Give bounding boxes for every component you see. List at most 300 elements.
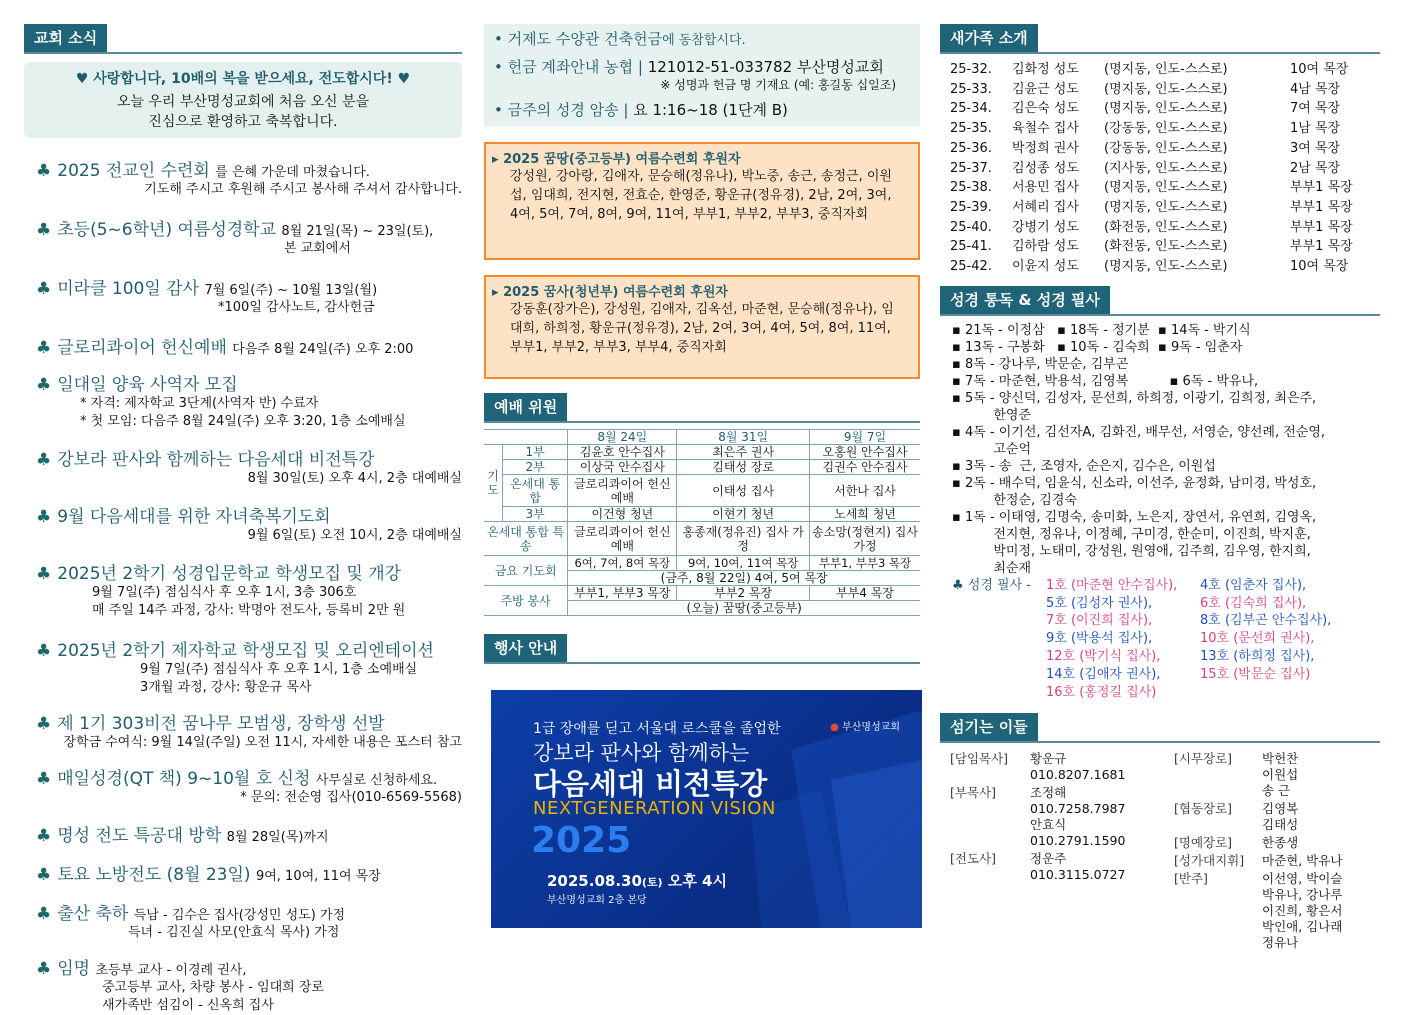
bible-copy-list <box>952 577 1380 702</box>
new-family-cell: (화전동, 인도-스스로) <box>1104 239 1228 255</box>
club-icon: ♣ <box>36 375 52 395</box>
staff-header <box>940 713 1380 743</box>
staff-names <box>1030 751 1125 783</box>
news-sub: 중고등부 교사, 차량 봉사 - 임대희 장로 <box>102 980 324 995</box>
news-title: 일대일 양육 사역자 모집 <box>57 375 238 395</box>
news-sub: * 문의: 전순영 집사(010-6569-5568) <box>240 790 462 805</box>
news-heading <box>36 764 462 789</box>
staff-role: [성가대지휘] <box>1174 853 1245 869</box>
new-family-cell: 2남 목장 <box>1290 160 1341 176</box>
new-family-cell: (화전동, 인도-스스로) <box>1104 219 1228 235</box>
new-family-cell: 김윤근 성도 <box>1012 81 1079 97</box>
info-line: • 금주의 성경 암송 | 요 1:16~18 (1단계 B) <box>494 101 788 119</box>
news-heading <box>36 954 462 979</box>
news-item <box>36 370 462 431</box>
staff-names <box>1262 801 1298 833</box>
new-family-cell: 25-38. <box>950 180 992 196</box>
table-row <box>950 178 1380 198</box>
worship-header <box>484 393 920 423</box>
staff-right <box>1174 751 1342 953</box>
new-family-cell: (강동동, 인도-스스로) <box>1104 140 1228 156</box>
staff-block <box>1174 801 1342 833</box>
table-cell: 부부1, 부부3 목장 <box>810 556 920 571</box>
list-item: 6호 (김숙희 집사), <box>1200 595 1307 611</box>
info-verse: 요 1:16~18 (1단계 B) <box>633 101 788 119</box>
new-family-cell: 25-35. <box>950 121 992 137</box>
sponsor-list: 강동훈(장가은), 강성원, 김애자, 김옥선, 마준현, 문승해(정유나), 임대희, 하희정, 황운규(정유경), 2남, 2여, 3여, 4여, 5여, 8여, 11여, 부부1, 부부2, 부부3, 부부4, 중직자회 <box>510 302 894 355</box>
new-family-cell: 25-42. <box>950 259 992 275</box>
club-icon: ♣ <box>36 450 52 470</box>
news-heading <box>36 333 462 358</box>
welcome-box <box>24 62 462 138</box>
club-icon: ♣ <box>36 865 52 885</box>
sponsor-title: ▸ 2025 꿈땅(중고등부) 여름수련회 후원자 <box>492 152 741 167</box>
info-building: 거제도 수양관 건축헌금 <box>507 30 663 48</box>
news-title: 2025 전교인 수련회 <box>57 161 210 181</box>
staff-name: 박인애, 김나래 <box>1262 919 1343 935</box>
staff-block <box>950 785 1174 849</box>
table-row <box>950 139 1380 159</box>
news-heading <box>36 370 462 395</box>
poster-date: 2025.08.30 <box>547 872 642 890</box>
list-item: 4호 (임춘자 집사), <box>1200 577 1307 593</box>
table-cell: 노세희 청년 <box>810 507 920 522</box>
new-family-cell: 10여 목장 <box>1290 259 1349 275</box>
new-family-cell: (강동동, 인도-스스로) <box>1104 121 1228 137</box>
staff-name: 010.3115.0727 <box>1030 867 1126 883</box>
news-heading <box>36 274 462 299</box>
news-item <box>36 274 462 317</box>
table-cell: (오늘) 꿈땅(중고등부) <box>568 601 920 616</box>
list-item: 한정순, 김경숙 <box>952 492 1077 508</box>
new-family-cell: 김화정 성도 <box>1012 62 1079 77</box>
poster-subtitle: 1급 장애를 딛고 서울대 로스쿨을 졸업한 <box>533 721 781 737</box>
news-heading <box>36 559 462 584</box>
poster-title: 다음세대 비전특강 <box>533 767 768 801</box>
worship-table <box>484 429 920 616</box>
list-item: ▪ 1독 - 이태영, 김명숙, 송미화, 노은지, 장연서, 유연희, 김영옥, <box>952 509 1317 525</box>
list-item: 9호 (박용석 집사), <box>1046 631 1153 647</box>
staff-block <box>1174 853 1342 869</box>
staff-list <box>950 751 1380 953</box>
news-item <box>36 709 462 752</box>
new-family-cell: 강병기 성도 <box>1012 219 1079 235</box>
news-heading <box>36 709 462 734</box>
staff-name: 010.2791.1590 <box>1030 833 1126 849</box>
new-family-cell: (명지동, 인도-스스로) <box>1104 62 1228 77</box>
copy-left-column <box>1046 577 1200 702</box>
list-item: ▪ 3독 - 송 근, 조영자, 순은지, 김수은, 이원섭 <box>952 458 1216 474</box>
list-item: 16호 (홍정길 집사) <box>1046 684 1157 700</box>
table-row <box>950 60 1380 80</box>
news-title: 글로리콰이어 헌신예배 <box>57 338 227 358</box>
staff-role: [협동장로] <box>1174 801 1233 817</box>
list-item: 박미정, 노태미, 강성원, 원영애, 김주희, 김우영, 한지희, <box>952 543 1311 559</box>
info-account: 121012-51-033782 부산명성교회 <box>647 58 884 76</box>
section-title: 성경 통독 & 성경 필사 <box>940 286 1110 314</box>
news-detail: 다음주 8월 24일(주) 오후 2:00 <box>232 342 414 357</box>
event-header <box>484 634 920 664</box>
info-verse-label: 금주의 성경 암송 <box>507 101 619 119</box>
club-icon: ♣ <box>36 161 52 181</box>
info-line: • 헌금 계좌안내 농협 | 121012-51-033782 부산명성교회 <box>494 58 884 76</box>
news-item <box>36 333 462 358</box>
list-item <box>1200 684 1331 702</box>
new-family-cell: 25-41. <box>950 239 992 255</box>
news-sub: 9월 7일(주) 점심식사 후 오후 1시, 1층 소예배실 <box>140 662 418 677</box>
club-icon: ♣ <box>36 338 52 358</box>
news-heading <box>36 445 462 470</box>
poster-logo-text: 부산명성교회 <box>842 722 900 733</box>
table-cell: 이태성 집사 <box>677 475 810 507</box>
staff-name: 김영복 <box>1262 801 1299 817</box>
table-cell: 최은주 권사 <box>677 445 810 460</box>
staff-names <box>1262 835 1298 851</box>
news-detail: 득남 - 김수은 집사(강성민 성도) 가정 <box>133 908 346 923</box>
news-title: 토요 노방전도 (8월 23일) <box>57 865 251 885</box>
table-cell: 이건형 청년 <box>568 507 677 522</box>
info-line: • 거제도 수양관 건축헌금에 동참합시다. <box>494 30 746 48</box>
new-family-header <box>940 24 1380 54</box>
staff-names <box>1030 785 1125 849</box>
table-row <box>950 218 1380 238</box>
club-icon: ♣ <box>36 507 52 527</box>
news-title: 9월 다음세대를 위한 자녀축복기도회 <box>57 507 331 527</box>
date-header: 9월 7일 <box>810 430 920 445</box>
new-family-cell: 25-34. <box>950 101 992 117</box>
new-family-cell: 부부1 목장 <box>1290 199 1353 215</box>
table-row <box>950 237 1380 257</box>
poster-english: NEXTGENERATION VISION <box>533 798 776 819</box>
staff-name: 마준현, 박유나 <box>1262 853 1343 869</box>
news-sub: 기도해 주시고 후원해 주시고 봉사해 주셔서 감사합니다. <box>144 182 462 197</box>
news-title: 제 1기 303비전 꿈나무 모범생, 장학생 선발 <box>57 714 385 734</box>
new-family-cell: 7여 목장 <box>1290 101 1341 117</box>
staff-name: 010.7258.7987 <box>1030 801 1126 817</box>
sponsor-title-text: 2025 꿈땅(중고등부) 여름수련회 후원자 <box>503 152 741 167</box>
news-sub: 장학금 수여식: 9월 14일(주일) 오전 11시, 자세한 내용은 포스터 참고 <box>63 735 462 750</box>
bible-reading-list <box>952 322 1380 577</box>
new-family-list <box>950 60 1380 277</box>
table-cell: 홍종재(정유진) 집사 가정 <box>677 522 810 556</box>
staff-name: 이선영, 박이슬 <box>1262 871 1343 887</box>
staff-name: 정운주 <box>1030 851 1067 867</box>
news-detail: 사무실로 신청하세요. <box>315 773 438 788</box>
new-family-cell: 25-39. <box>950 199 992 215</box>
poster-time: 오후 4시 <box>667 872 727 890</box>
new-family-cell: 이윤지 성도 <box>1012 259 1079 275</box>
table-cell: 6여, 7여, 8여 목장 <box>568 556 677 571</box>
row-label: 온세대 통합 특송 <box>484 522 568 556</box>
sponsor-title: ▸ 2025 꿈사(청년부) 여름수련회 후원자 <box>492 285 728 300</box>
news-sub: * 첫 모임: 다음주 8월 24일(주) 오후 3:20, 1층 소예배실 <box>80 414 406 429</box>
poster-date-line <box>547 870 727 891</box>
staff-names <box>1262 751 1298 799</box>
poster-place: 부산명성교회 2층 본당 <box>547 895 647 906</box>
event-poster <box>491 690 922 928</box>
table-cell: 9여, 10여, 11여 목장 <box>677 556 810 571</box>
news-title: 강보라 판사와 함께하는 다음세대 비전특강 <box>57 450 375 470</box>
staff-role: [전도사] <box>950 851 996 867</box>
list-item: ▪ 2독 - 배수덕, 임윤식, 신소라, 이선주, 윤정화, 남미경, 박성호, <box>952 475 1317 491</box>
club-icon: ♣ <box>36 714 52 734</box>
staff-names <box>1030 851 1125 883</box>
table-cell: 김윤호 안수집사 <box>568 445 677 460</box>
table-cell: 서한나 집사 <box>810 475 920 507</box>
news-item <box>36 215 462 258</box>
news-title: 2025년 2학기 성경입문학교 학생모집 및 개강 <box>57 564 402 584</box>
news-heading <box>36 899 462 924</box>
list-item: 10호 (문선희 권사), <box>1200 631 1315 647</box>
news-title: 임명 <box>57 959 91 979</box>
new-family-cell: (지사동, 인도-스스로) <box>1104 160 1228 176</box>
poster-line2: 강보라 판사와 함께하는 <box>533 741 750 765</box>
staff-block <box>950 851 1174 883</box>
new-family-cell: 서용민 집사 <box>1012 180 1079 196</box>
info-account-label: 헌금 계좌안내 농협 <box>507 58 634 76</box>
news-title: 2025년 2학기 제자학교 학생모집 및 오리엔테이션 <box>57 641 434 661</box>
news-heading <box>36 860 462 885</box>
right-column <box>940 0 1380 953</box>
list-item: 전지현, 정유나, 이정혜, 구미경, 한순미, 이진희, 박지훈, <box>952 526 1311 542</box>
list-item: 고순억 <box>952 441 1031 457</box>
staff-left <box>950 751 1174 953</box>
staff-name: 010.8207.1681 <box>1030 767 1126 783</box>
new-family-cell: 서혜리 집사 <box>1012 199 1079 215</box>
new-family-cell: 김은숙 성도 <box>1012 101 1079 117</box>
news-item <box>36 821 462 846</box>
news-detail: 8월 28일(목)까지 <box>226 830 329 845</box>
news-detail: 8월 21일(목) ~ 23일(토), <box>281 224 434 239</box>
logo-icon: ● <box>830 722 839 733</box>
row-label: 3부 <box>503 507 568 522</box>
staff-block <box>1174 751 1342 799</box>
news-list <box>36 156 462 1015</box>
news-item <box>36 559 462 620</box>
info-box <box>484 24 920 127</box>
table-cell: 글로리콰이어 헌신예배 <box>568 475 677 507</box>
news-title: 미라클 100일 감사 <box>57 279 200 299</box>
table-row <box>950 119 1380 139</box>
news-sub: 3개월 과정, 강사: 황운규 목사 <box>140 680 312 695</box>
staff-name: 안효식 <box>1030 817 1067 833</box>
staff-name: 박헌찬 <box>1262 751 1299 767</box>
news-detail: 를 은혜 가운데 마쳤습니다. <box>215 165 370 180</box>
news-sub: 매 주일 14주 과정, 강사: 박명아 전도사, 등록비 2만 원 <box>92 603 406 618</box>
staff-name: 박유나, 강나루 <box>1262 887 1343 903</box>
sponsor-box-youth <box>484 142 920 260</box>
new-family-cell: 김성종 성도 <box>1012 160 1079 176</box>
news-item <box>36 445 462 488</box>
staff-name: 정유나 <box>1262 935 1299 951</box>
club-icon: ♣ <box>36 564 52 584</box>
sponsor-list: 강성원, 강아랑, 김애자, 문승해(정유나), 박노중, 송근, 송정근, 이원섭, 임대희, 전지현, 전효순, 한영준, 황운규(정유경), 2남, 2여, 3여, 4여, 5여, 7여, 8여, 9여, 11여, 부부1, 부부2, 부부3, 중직자회 <box>510 169 892 222</box>
prayer-label <box>484 445 503 522</box>
staff-role: [담임목사] <box>950 751 1009 767</box>
news-item <box>36 502 462 545</box>
poster-year: 2025 <box>531 820 632 861</box>
list-item: ▪ 21독 - 이정삼 ▪ 18독 - 정기분 ▪ 14독 - 박기식 <box>952 322 1251 338</box>
table-cell: 오홍원 안수집사 <box>810 445 920 460</box>
new-family-cell: 부부1 목장 <box>1290 180 1353 196</box>
table-cell: 이상국 안수집사 <box>568 460 677 475</box>
row-label: 금요 기도회 <box>484 556 568 586</box>
staff-name: 황운규 <box>1030 751 1067 767</box>
section-title: 교회 소식 <box>24 24 107 52</box>
news-sub: 9월 7일(주) 점심식사 후 오후 1시, 3층 306호 <box>92 585 357 600</box>
table-row <box>950 257 1380 277</box>
club-icon: ♣ <box>36 769 52 789</box>
sponsor-box-young-adults <box>484 275 920 379</box>
welcome-line: 오늘 우리 부산명성교회에 처음 오신 분을 <box>116 94 370 110</box>
table-cell: (금주, 8월 22일) 4여, 5여 목장 <box>568 571 920 586</box>
new-family-cell: 25-32. <box>950 62 992 77</box>
news-item <box>36 636 462 697</box>
new-family-cell: 3여 목장 <box>1290 140 1341 156</box>
table-row <box>950 198 1380 218</box>
date-header: 8월 24일 <box>568 430 677 445</box>
list-item: ▪ 4독 - 이기선, 김선자A, 김화진, 배무선, 서영순, 양선례, 전순영, <box>952 424 1326 440</box>
staff-role: [반주] <box>1174 871 1208 887</box>
table-cell: 김권수 안수집사 <box>810 460 920 475</box>
club-icon: ♣ <box>36 826 52 846</box>
info-building-tail: 에 동참합시다. <box>662 33 746 48</box>
welcome-line: 진심으로 환영하고 축복합니다. <box>148 114 338 130</box>
list-item: 15호 (박문순 집사) <box>1200 666 1311 682</box>
club-icon: ♣ <box>36 959 52 979</box>
list-item: 최순재 <box>952 560 1031 576</box>
news-sub: *100일 감사노트, 감사헌금 <box>218 300 375 315</box>
section-title: 새가족 소개 <box>940 24 1038 52</box>
poster-day: (토) <box>641 876 663 889</box>
news-detail: 초등부 교사 - 이경례 권사, <box>95 963 247 978</box>
staff-name: 조정해 <box>1030 785 1067 801</box>
table-cell: 부부2 목장 <box>677 586 810 601</box>
staff-name: 이진희, 황은서 <box>1262 903 1343 919</box>
section-title: 섬기는 이들 <box>940 713 1038 741</box>
church-news-header <box>24 24 462 54</box>
table-row <box>950 159 1380 179</box>
news-sub: 새가족반 섬김이 - 신옥희 집사 <box>102 998 274 1013</box>
new-family-cell: 4남 목장 <box>1290 81 1341 97</box>
list-item: 한영준 <box>952 407 1031 423</box>
new-family-cell: (명지동, 인도-스스로) <box>1104 81 1228 97</box>
news-detail: 7월 6일(주) ~ 10월 13일(월) <box>204 283 378 298</box>
new-family-cell: 박정희 권사 <box>1012 140 1079 156</box>
staff-block <box>950 751 1174 783</box>
new-family-cell: 25-37. <box>950 160 992 176</box>
staff-name: 김태성 <box>1262 817 1299 833</box>
new-family-cell: 부부1 목장 <box>1290 239 1353 255</box>
news-title: 출산 축하 <box>57 904 129 924</box>
new-family-cell: 김하람 성도 <box>1012 239 1079 255</box>
prayer-label-text: 기도 <box>487 469 499 497</box>
welcome-slogan: ♥ 사랑합니다, 10배의 복을 받으세요, 전도합시다! ♥ <box>75 71 411 87</box>
club-icon: ♣ <box>36 279 52 299</box>
list-item: 14호 (김애자 권사), <box>1046 666 1161 682</box>
news-sub: 9월 6일(토) 오전 10시, 2층 대예배실 <box>247 528 462 543</box>
new-family-cell: (명지동, 인도-스스로) <box>1104 180 1228 196</box>
row-label: 1부 <box>503 445 568 460</box>
list-item: 7호 (이진희 집사), <box>1046 613 1153 629</box>
new-family-cell: 부부1 목장 <box>1290 219 1353 235</box>
copy-label: ♣ 성경 필사 - <box>952 577 1031 593</box>
staff-role: [시무장로] <box>1174 751 1233 767</box>
news-sub: 득녀 - 김진실 사모(안효식 목사) 가정 <box>128 925 340 940</box>
news-item <box>36 764 462 807</box>
news-sub: * 자격: 제자학교 3단계(사역자 반) 수료자 <box>80 396 319 411</box>
section-title: 행사 안내 <box>484 634 567 662</box>
news-title: 초등(5~6학년) 여름성경학교 <box>57 220 277 240</box>
new-family-cell: (명지동, 인도-스스로) <box>1104 101 1228 117</box>
list-item: 8호 (김부곤 안수집사), <box>1200 613 1332 629</box>
list-item: ▪ 5독 - 양신덕, 김성자, 문선희, 하희정, 이광기, 김희정, 최은주, <box>952 390 1317 406</box>
poster-logo <box>830 718 900 733</box>
list-item: 5호 (김성자 권사), <box>1046 595 1153 611</box>
table-cell: 이현기 청년 <box>677 507 810 522</box>
sponsor-title-text: 2025 꿈사(청년부) 여름수련회 후원자 <box>503 285 728 300</box>
news-title: 매일성경(QT 책) 9~10월 호 신청 <box>57 769 311 789</box>
list-item: ▪ 13독 - 구봉화 ▪ 10독 - 김숙희 ▪ 9독 - 임춘자 <box>952 339 1243 355</box>
news-title: 명성 전도 특공대 방학 <box>57 826 222 846</box>
club-icon: ♣ <box>36 220 52 240</box>
middle-column <box>484 0 920 664</box>
new-family-cell: 10여 목장 <box>1290 62 1349 77</box>
staff-names <box>1262 871 1342 951</box>
date-header: 8월 31일 <box>677 430 810 445</box>
staff-names <box>1262 853 1342 869</box>
news-heading <box>36 215 462 240</box>
table-row <box>950 80 1380 100</box>
new-family-cell: 25-36. <box>950 140 992 156</box>
news-item <box>36 860 462 885</box>
list-item: 1호 (마준현 안수집사), <box>1046 577 1178 593</box>
news-heading <box>36 821 462 846</box>
table-row <box>950 99 1380 119</box>
new-family-cell: (명지동, 인도-스스로) <box>1104 199 1228 215</box>
bible-header <box>940 286 1380 316</box>
list-item: 12호 (박기식 집사), <box>1046 648 1161 664</box>
news-item <box>36 899 462 942</box>
new-family-cell: 1남 목장 <box>1290 121 1341 137</box>
list-item: ▪ 7독 - 마준현, 박용석, 김영복 ▪ 6독 - 박유나, <box>952 373 1259 389</box>
staff-name: 한종생 <box>1262 835 1299 851</box>
table-cell: 송소망(정현지) 집사 가정 <box>810 522 920 556</box>
table-cell: 부부4 목장 <box>810 586 920 601</box>
table-cell: 김태성 장로 <box>677 460 810 475</box>
news-detail: 9여, 10여, 11여 목장 <box>255 869 381 884</box>
news-heading <box>36 502 462 527</box>
section-title: 예배 위원 <box>484 393 567 421</box>
row-label: 주방 봉사 <box>484 586 568 616</box>
table-corner <box>484 430 568 445</box>
new-family-cell: 25-40. <box>950 219 992 235</box>
new-family-cell: 육철수 집사 <box>1012 121 1079 137</box>
new-family-cell: 25-33. <box>950 81 992 97</box>
copy-right-column <box>1200 577 1331 702</box>
list-item: 13호 (하희정 집사), <box>1200 648 1315 664</box>
news-heading <box>36 636 462 661</box>
left-column <box>24 0 462 1015</box>
info-note: ※ 성명과 헌금 명 기재요 (예: 홍길동 십일조) <box>660 78 896 92</box>
staff-block <box>1174 871 1342 951</box>
row-label: 온세대 통합 <box>503 475 568 507</box>
news-sub: 8월 30일(토) 오후 4시, 2층 대예배실 <box>247 471 462 486</box>
news-sub: 본 교회에서 <box>284 241 351 256</box>
table-cell: 부부1, 부부3 목장 <box>568 586 677 601</box>
news-item <box>36 954 462 1015</box>
staff-role: [부목사] <box>950 785 996 801</box>
